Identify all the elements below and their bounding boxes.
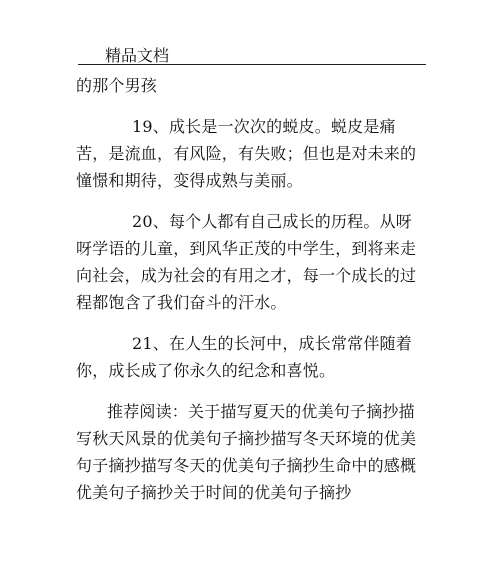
paragraph-19: 19、成长是一次次的蜕皮。蜕皮是痛苦，是流血，有风险，有失败；但也是对未来的憧憬和期待，变得成熟与美丽。 [76,117,417,190]
recommended-reading: 推荐阅读：关于描写夏天的优美句子摘抄描写秋天风景的优美句子摘抄描写冬天环境的优美句子摘抄描写冬天的优美句子摘抄生命中的感概优美句子摘抄关于时间的优美句子摘抄 [76,402,417,502]
header-title: 精品文档 [105,46,170,65]
page-header [78,40,426,65]
paragraph-20: 20、每个人都有自己成长的历程。从呀呀学语的儿童，到风华正茂的中学生，到将来走向社会，成为社会的有用之才，每一个成长的过程都饱含了我们奋斗的汗水。 [76,212,417,312]
paragraph-21: 21、在人生的长河中，成长常常伴随着你，成长成了你永久的纪念和喜悦。 [76,334,412,380]
paragraph-continuation: 的那个男孩 [76,76,158,95]
document-body [76,72,428,506]
